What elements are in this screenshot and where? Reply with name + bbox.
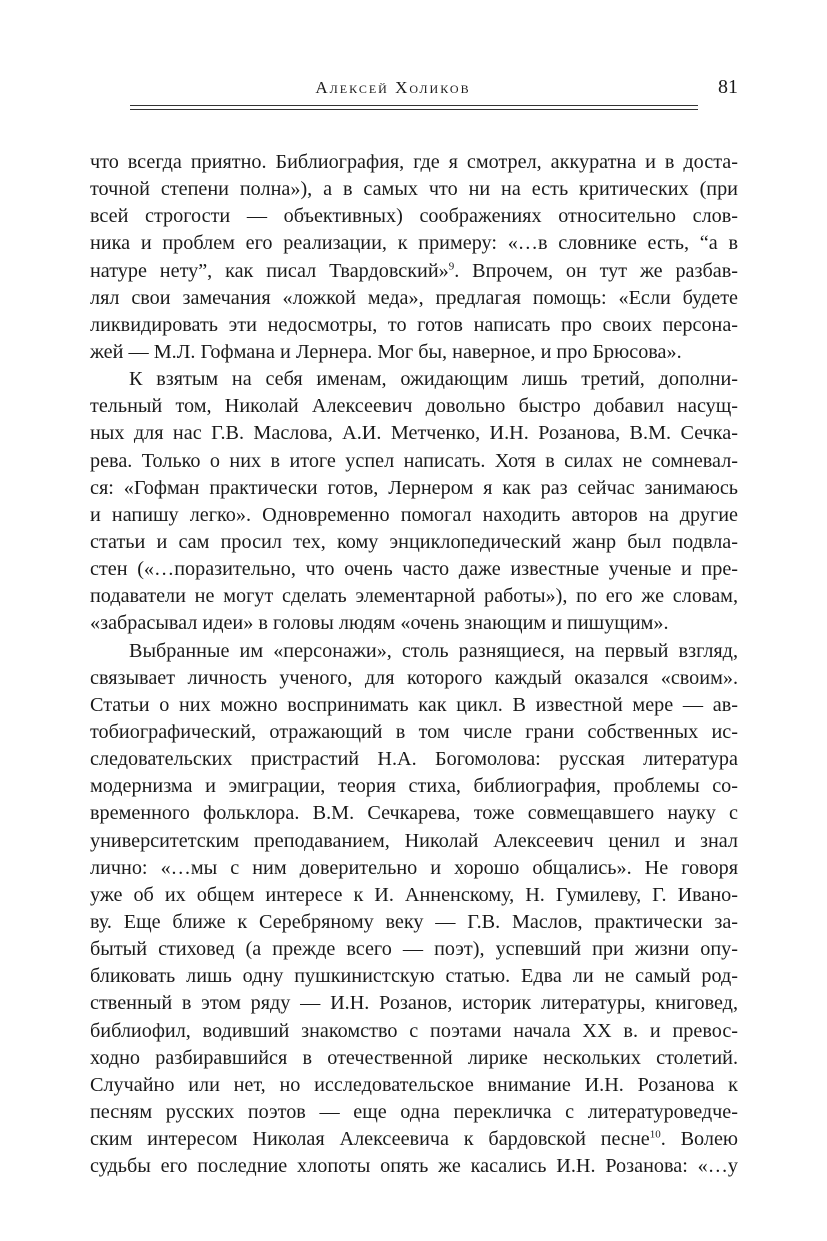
text-line: связывает личность ученого, для которого каждый оказался «своим». xyxy=(90,666,738,689)
text-line: статьи и сам просил тех, кому энциклопедический жанр был подвла- xyxy=(90,530,738,553)
text-line: ходно разбиравшийся в отечественной лирике нескольких столетий. xyxy=(90,1046,738,1069)
text-line: ся: «Гофман практически готов, Лернером я как раз сейчас занимаюсь xyxy=(90,476,738,499)
footnote-ref: 9 xyxy=(448,259,455,272)
text-line: подаватели не могут сделать элементарной работы»), по его же словам, xyxy=(90,585,738,608)
text-line: лял свои замечания «ложкой меда», предлагая помощь: «Если будете xyxy=(90,286,738,309)
text-line: ника и проблем его реализации, к примеру: «…в словнике есть, “а в xyxy=(90,232,738,255)
text-line: бликовать лишь одну пушкинистскую статью. Едва ли не самый род- xyxy=(90,965,738,988)
text-line: рева. Только о них в итоге успел написать. Хотя в силах не сомневал- xyxy=(90,449,738,472)
text-line: тобиографический, отражающий в том числе грани собственных ис- xyxy=(90,720,738,743)
text-line: ским интересом Николая Алексеевича к бардовской песне$^{10}$. Волею xyxy=(90,1128,738,1151)
text-line: стен («…поразительно, что очень часто даже известные ученые и пре- xyxy=(90,558,738,581)
text-line: и напишу легко». Одновременно помогал находить авторов на другие xyxy=(90,503,738,526)
text-line: лично: «…мы с ним доверительно и хорошо общались». Не говоря xyxy=(90,856,738,879)
header-rule-top xyxy=(130,105,698,106)
page-header xyxy=(90,78,738,102)
body-text xyxy=(90,149,738,1180)
text-line: ву. Еще ближе к Серебряному веку — Г.В. Маслов, практически за- xyxy=(90,910,738,933)
footnote-ref: 10 xyxy=(649,1128,661,1141)
text-line: всей строгости — объективных) соображениях относительно слов- xyxy=(90,205,738,228)
text-line: песням русских поэтов — еще одна перекличка с литературоведче- xyxy=(90,1100,738,1123)
text-line: бытый стиховед (а прежде всего — поэт), успевший при жизни опу- xyxy=(90,938,738,961)
text-line: Статьи о них можно воспринимать как цикл. В известной мере — ав- xyxy=(90,693,738,716)
text-line: точной степени полна»), а в самых что ни на есть критических (при xyxy=(90,178,738,201)
text-line: ственный в этом ряду — И.Н. Розанов, историк литературы, книговед, xyxy=(90,992,738,1015)
text-line: «забрасывал идеи» в головы людям «очень знающим и пишущим». xyxy=(90,612,669,635)
text-line: модернизма и эмиграции, теория стиха, библиография, проблемы со- xyxy=(90,775,738,798)
text-line: библиофил, водивший знакомство с поэтами начала XX в. и превос- xyxy=(90,1019,738,1042)
text-line: натуре нету”, как писал Твардовский»$^9$. Впрочем, он тут же разбав- xyxy=(90,259,738,282)
text-line: следовательских пристрастий Н.А. Богомолова: русская литература xyxy=(90,748,738,771)
text-line: университетским преподаванием, Николай Алексеевич ценил и знал xyxy=(90,829,738,852)
text-line: ных для нас Г.В. Маслова, А.И. Метченко, И.Н. Розанова, В.М. Сечка- xyxy=(90,422,738,445)
text-line: жей — М.Л. Гофмана и Лернера. Мог бы, наверное, и про Брюсова». xyxy=(90,340,682,363)
page-number: 81 xyxy=(718,76,738,98)
text-line: К взятым на себя именам, ожидающим лишь третий, дополни- xyxy=(129,368,738,391)
running-head: Алексей Холиков xyxy=(315,78,471,97)
text-line: Случайно или нет, но исследовательское внимание И.Н. Розанова к xyxy=(90,1073,738,1096)
text-line: уже об их общем интересе к И. Анненскому, Н. Гумилеву, Г. Ивано- xyxy=(90,883,738,906)
text-line: ликвидировать эти недосмотры, то готов написать про своих персона- xyxy=(90,313,738,336)
text-line: судьбы его последние хлопоты опять же касались И.Н. Розанова: «…у xyxy=(90,1155,738,1178)
header-rule-bottom xyxy=(130,109,698,110)
text-line: тельный том, Николай Алексеевич довольно быстро добавил насущ- xyxy=(90,395,738,418)
text-line: временного фольклора. В.М. Сечкарева, тоже совмещавшего науку с xyxy=(90,802,738,825)
text-line: что всегда приятно. Библиография, где я смотрел, аккуратна и в доста- xyxy=(90,151,738,173)
text-line: Выбранные им «персонажи», столь разнящиеся, на первый взгляд, xyxy=(129,639,738,662)
